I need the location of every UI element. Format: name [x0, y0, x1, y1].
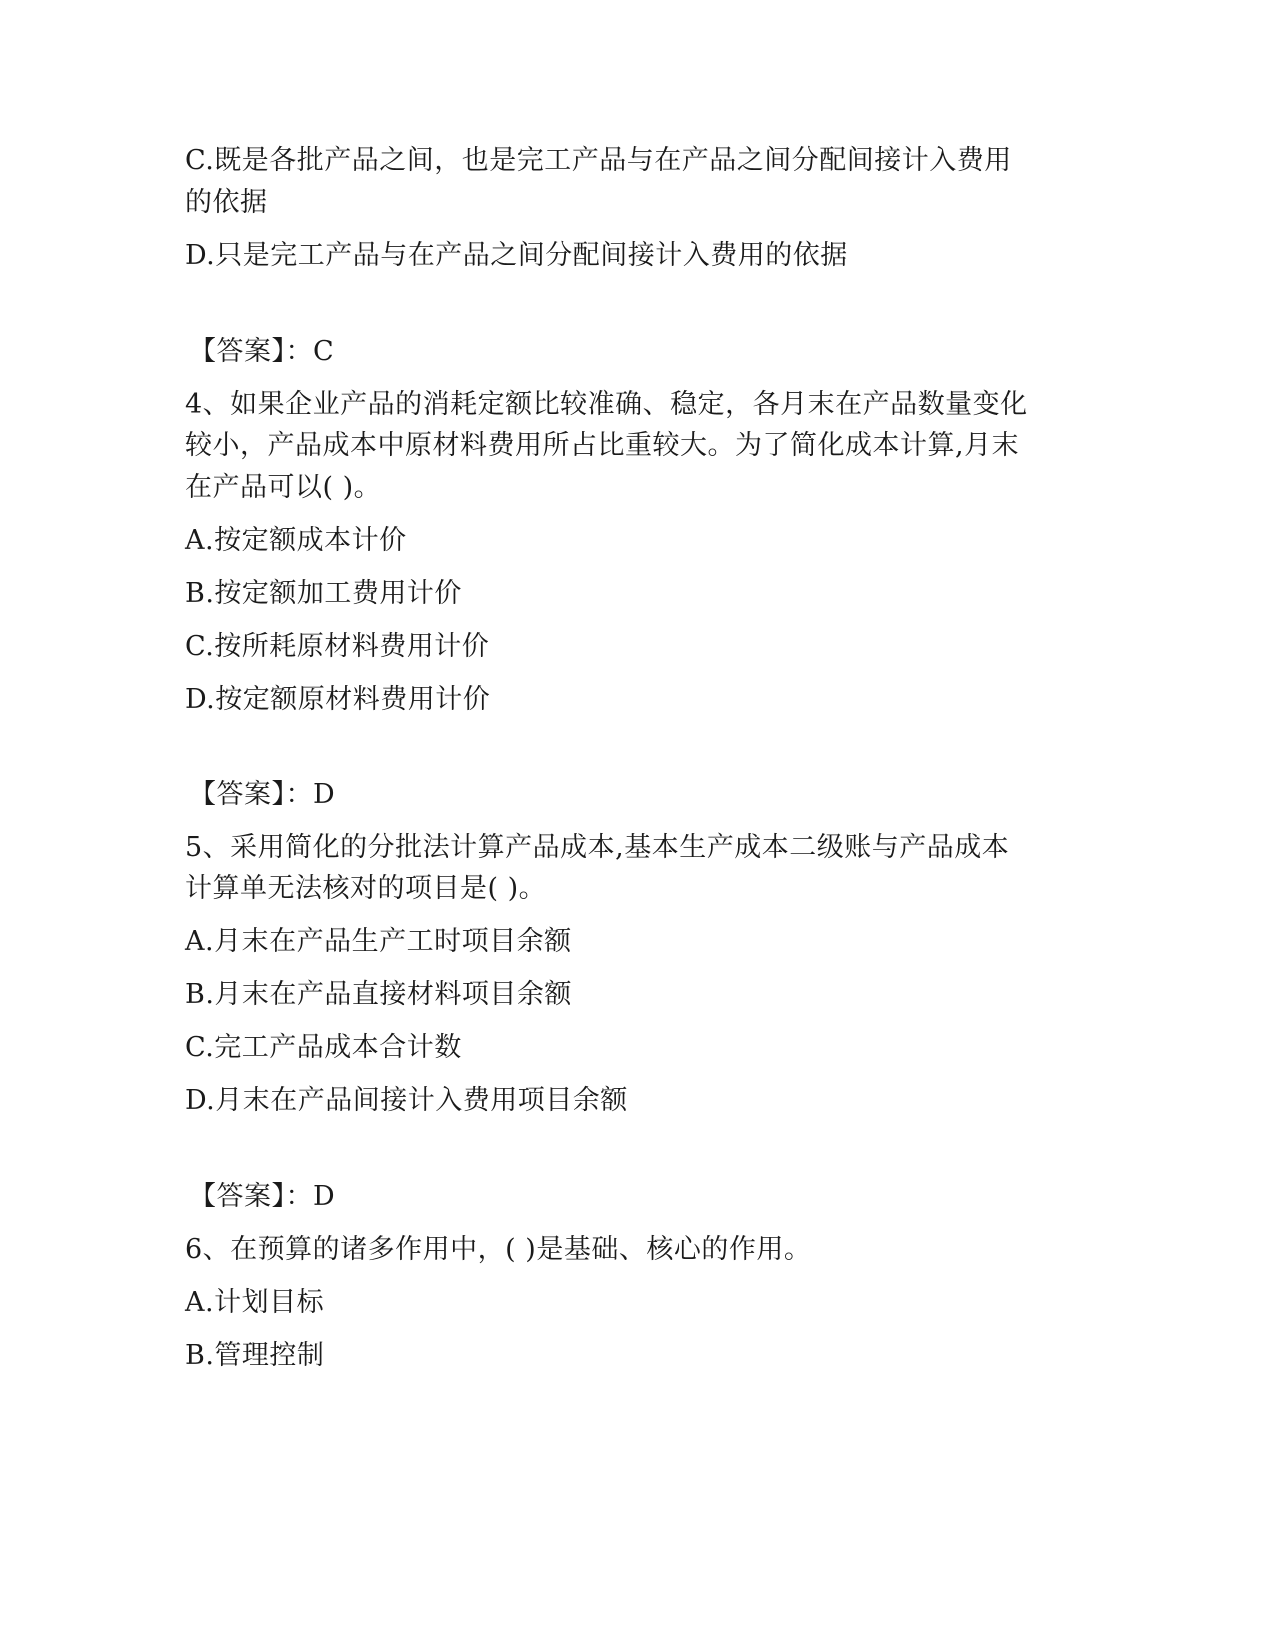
q4-stem-line1: 4、如果企业产品的消耗定额比较准确、稳定，各月末在产品数量变化: [185, 389, 1028, 420]
q4-stem-line2: 较小，产品成本中原材料费用所占比重较大。为了简化成本计算,月末: [185, 430, 1020, 461]
q4-answer: 【答案】：D: [189, 779, 336, 810]
q4-option-b: B.按定额加工费用计价: [185, 578, 462, 609]
q5-stem-line1: 5、采用简化的分批法计算产品成本,基本生产成本二级账与产品成本: [185, 832, 1010, 863]
q5-option-d: D.月末在产品间接计入费用项目余额: [185, 1085, 628, 1116]
q5-stem-line2: 计算单无法核对的项目是( )。: [185, 873, 547, 904]
q3-option-d: D.只是完工产品与在产品之间分配间接计入费用的依据: [185, 240, 848, 271]
q3-option-c-line2: 的依据: [185, 187, 268, 218]
q5-option-c: C.完工产品成本合计数: [185, 1032, 462, 1063]
q6-stem-line1: 6、在预算的诸多作用中，( )是基础、核心的作用。: [185, 1234, 812, 1265]
q5-option-b: B.月末在产品直接材料项目余额: [185, 979, 572, 1010]
q5-option-a: A.月末在产品生产工时项目余额: [185, 926, 572, 957]
q4-option-a: A.按定额成本计价: [185, 525, 407, 556]
q3-answer: 【答案】：C: [189, 336, 335, 367]
q6-option-b: B.管理控制: [185, 1340, 325, 1371]
q3-option-c-line1: C.既是各批产品之间，也是完工产品与在产品之间分配间接计入费用: [185, 145, 1012, 176]
q4-stem-line3: 在产品可以( )。: [185, 472, 382, 503]
q6-option-a: A.计划目标: [185, 1287, 325, 1318]
q5-answer: 【答案】：D: [189, 1181, 336, 1212]
q4-option-c: C.按所耗原材料费用计价: [185, 631, 490, 662]
q4-option-d: D.按定额原材料费用计价: [185, 684, 491, 715]
